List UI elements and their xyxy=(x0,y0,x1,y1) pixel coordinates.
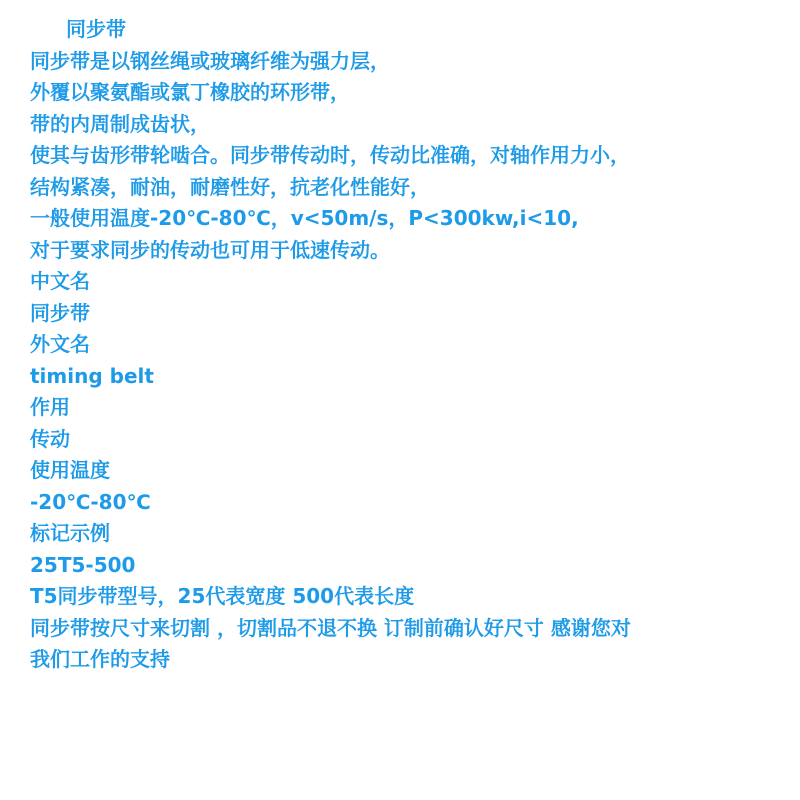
spec-value-function: 传动 xyxy=(30,426,70,451)
note-line: 我们工作的支持 xyxy=(30,647,170,671)
spec-value-temperature: -20℃-80℃ xyxy=(30,489,151,514)
spec-list xyxy=(30,266,790,581)
note-line: T5同步带型号，25代表宽度 500代表长度 xyxy=(30,584,415,608)
spec-label-chinese-name: 中文名 xyxy=(30,269,90,293)
spec-label-function: 作用 xyxy=(30,395,70,419)
spec-label-foreign-name: 外文名 xyxy=(30,332,90,356)
spec-label-marking-example: 标记示例 xyxy=(30,521,110,545)
note-line: 同步带按尺寸来切割 ，切割品不退不换 订制前确认好尺寸 感谢您对 xyxy=(30,615,631,640)
intro-line: 带的内周制成齿状， xyxy=(30,111,210,136)
spec-value-foreign-name: timing belt xyxy=(30,363,154,388)
intro-paragraph xyxy=(30,46,790,267)
intro-line: 对于要求同步的传动也可用于低速传动。 xyxy=(30,237,390,262)
intro-line: 外覆以聚氨酯或氯丁橡胶的环形带， xyxy=(30,80,350,104)
intro-line: 同步带是以钢丝绳或玻璃纤维为强力层， xyxy=(30,48,390,73)
spec-value-chinese-name: 同步带 xyxy=(30,300,90,325)
intro-line: 一般使用温度-20℃-80℃，v<50m/s，P<300kw,i<10, xyxy=(30,206,579,230)
spec-value-marking-example: 25T5-500 xyxy=(30,552,136,577)
intro-line: 使其与齿形带轮啮合。同步带传动时，传动比准确，对轴作用力小， xyxy=(30,143,630,167)
notes-section xyxy=(30,581,790,676)
intro-line: 结构紧凑，耐油，耐磨性好，抗老化性能好， xyxy=(30,174,430,199)
document-heading: 同步带 xyxy=(66,17,126,41)
document-body xyxy=(30,14,790,676)
spec-label-temperature: 使用温度 xyxy=(30,458,110,482)
